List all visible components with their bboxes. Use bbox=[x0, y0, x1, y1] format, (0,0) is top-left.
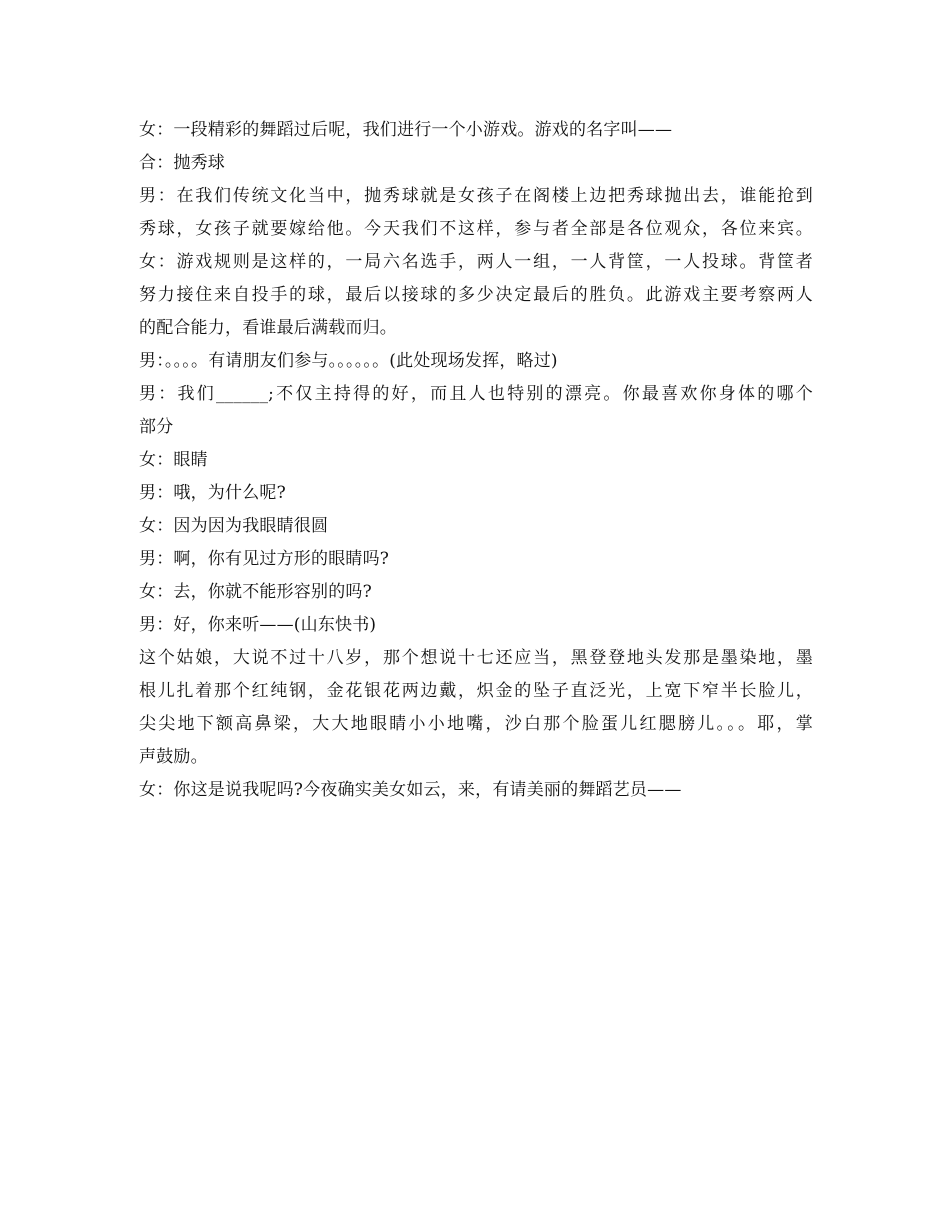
text-line: 男：啊，你有见过方形的眼睛吗? bbox=[139, 549, 390, 569]
text-line: 女：眼睛 bbox=[139, 450, 208, 470]
text-line: 女：去，你就不能形容别的吗? bbox=[139, 582, 372, 602]
text-line: 女：一段精彩的舞蹈过后呢，我们进行一个小游戏。游戏的名字叫—— bbox=[139, 120, 673, 140]
text-line: 秀球，女孩子就要嫁给他。今天我们不这样，参与者全部是各位观众，各位来宾。 bbox=[139, 219, 813, 239]
text-line: 女：游戏规则是这样的，一局六名选手，两人一组，一人背筐，一人投球。背筐者 bbox=[139, 252, 813, 272]
text-line: 部分 bbox=[139, 417, 174, 437]
text-line: 女：你这是说我呢吗?今夜确实美女如云，来，有请美丽的舞蹈艺员—— bbox=[139, 780, 682, 800]
text-line: 根儿扎着那个红纯钢，金花银花两边戴，炽金的坠子直泛光，上宽下窄半长脸儿， bbox=[139, 681, 813, 701]
text-line: 男：我们______;不仅主持得的好，而且人也特别的漂亮。你最喜欢你身体的哪个 bbox=[139, 384, 813, 404]
text-line: 努力接住来自投手的球，最后以接球的多少决定最后的胜负。此游戏主要考察两人 bbox=[139, 285, 813, 305]
text-line: 女：因为因为我眼睛很圆 bbox=[139, 516, 329, 536]
text-line: 男：好，你来听——(山东快书) bbox=[139, 615, 377, 635]
text-line: 男：哦，为什么呢? bbox=[139, 483, 286, 503]
text-line: 男：在我们传统文化当中，抛秀球就是女孩子在阁楼上边把秀球抛出去，谁能抢到 bbox=[139, 186, 813, 206]
text-line: 这个姑娘，大说不过十八岁，那个想说十七还应当，黑登登地头发那是墨染地，墨 bbox=[139, 648, 813, 668]
text-line: 的配合能力，看谁最后满载而归。 bbox=[139, 318, 397, 338]
script-body bbox=[139, 114, 813, 807]
text-line: 声鼓励。 bbox=[139, 747, 208, 767]
text-line: 男：。。。。有请朋友们参与。。。。。。(此处现场发挥，略过) bbox=[139, 351, 558, 371]
text-line: 合：抛秀球 bbox=[139, 153, 225, 173]
text-line: 尖尖地下额高鼻梁，大大地眼睛小小地嘴，沙白那个脸蛋儿红腮膀儿。。。耶，掌 bbox=[139, 714, 813, 734]
